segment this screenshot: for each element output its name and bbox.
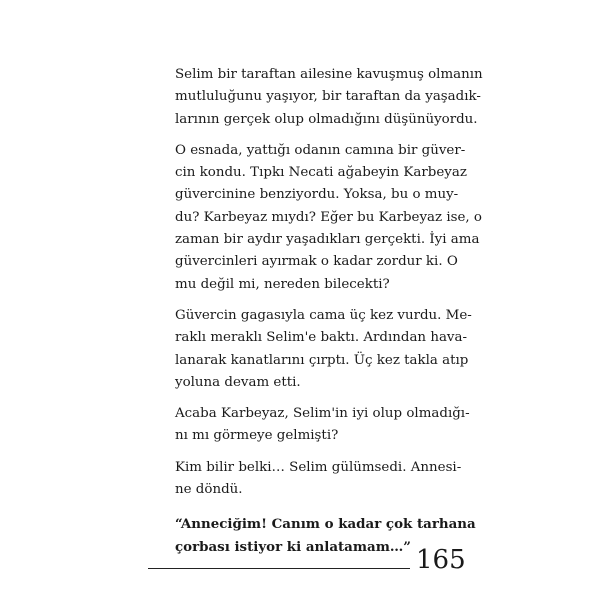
footer-rule [148,568,410,569]
text-line: çorbası istiyor ki anlatamam…” [175,538,411,555]
text-line: Güvercin gagasıyla cama üç kez vurdu. Me- [175,307,472,323]
paragraph [175,140,482,296]
text-line: güvercinine benziyordu. Yoksa, bu o muy- [175,187,459,203]
text-line: Selim bir taraftan ailesine kavuşmuş olmanın [175,67,483,82]
text-line: güvercinleri ayırmak o kadar zordur ki. O [175,254,458,270]
text-line: Kim bilir belki… Selim gülümsedi. Annesi- [175,459,462,475]
paragraph [175,64,483,131]
text-line: nı mı görmeye gelmişti? [175,428,339,444]
text-line: cin kondu. Tıpkı Necati ağabeyin Karbeyaz [175,165,467,181]
paragraph [175,305,472,394]
dialogue-paragraph [175,513,476,558]
text-line: “Anneciğim! Canım o kadar çok tarhana [175,516,476,533]
text-line: ne döndü. [175,482,243,498]
text-line: du? Karbeyaz mıydı? Eğer bu Karbeyaz ise, o [175,209,482,225]
text-line: zaman bir aydır yaşadıkları gerçekti. İyi ama [175,232,480,248]
text-line: O esnada, yattığı odanın camına bir güver- [175,142,466,158]
page-number: 165 [416,545,466,575]
text-line: mutluluğunu yaşıyor, bir taraftan da yaşadık- [175,89,481,105]
paragraph [175,457,462,502]
text-line: mu değil mi, nereden bilecekti? [175,276,390,292]
text-line: Acaba Karbeyaz, Selim'in iyi olup olmadığı- [175,406,470,422]
text-line: lanarak kanatlarını çırptı. Üç kez takla atıp [175,352,469,368]
text-line: yoluna devam etti. [175,374,301,390]
text-line: larının gerçek olup olmadığını düşünüyordu. [175,111,478,127]
paragraph [175,403,470,448]
text-line: raklı meraklı Selim'e baktı. Ardından hava- [175,330,467,346]
